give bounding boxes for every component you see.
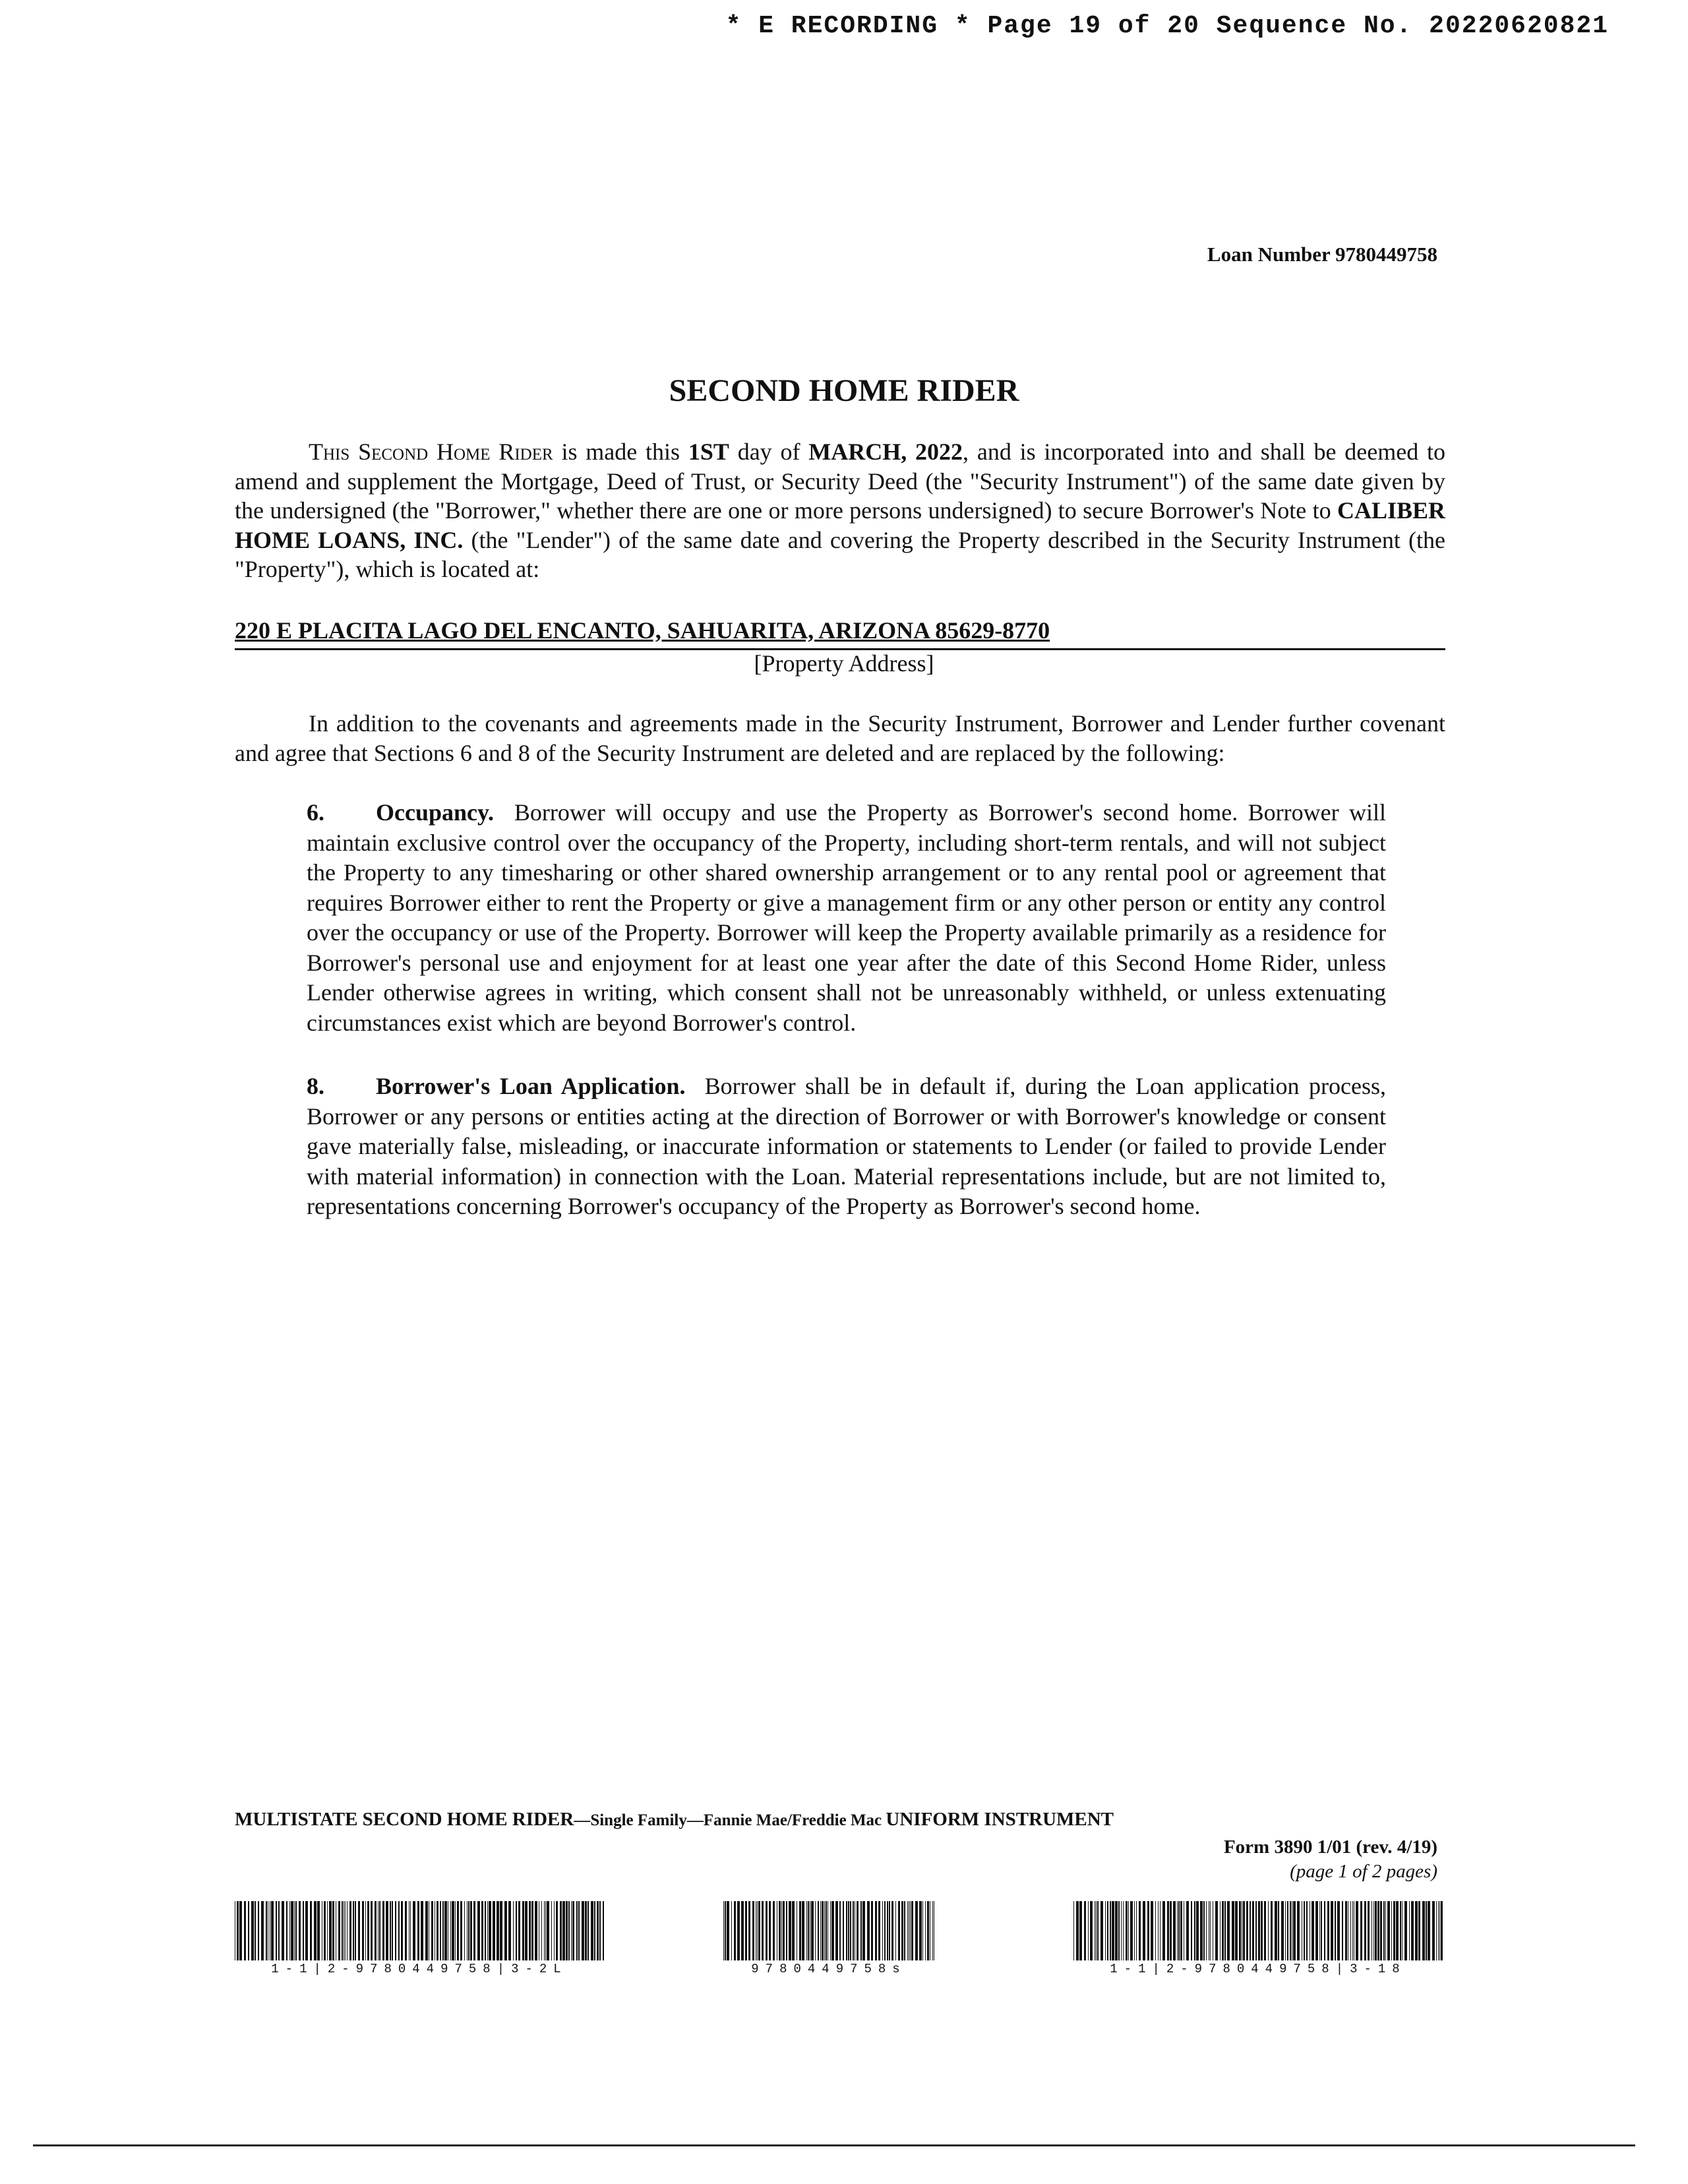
property-address: 220 E PLACITA LAGO DEL ENCANTO, SAHUARITA, ARIZONA 85629-8770 — [235, 617, 1445, 650]
section-text: Borrower will occupy and use the Property as Borrower's second home. Borrower will maintain exclusive control over the occupancy of the Property, including short-term rentals, and will not subject the Property to any timesharing or other shared ownership arrangement or to any rental pool or agreement that requires Borrower either to rent the Property or give a management firm or any other person or entity any control over the occupancy or use of the Property. Borrower will keep the Property available primarily as a residence for Borrower's personal use and enjoyment for at least one year after the date of this Second Home Rider, unless Lender otherwise agrees in writing, which consent shall not be unreasonably withheld, or unless extenuating circumstances exist which are beyond Borrower's control. — [307, 799, 1386, 1036]
recording-stamp: * E RECORDING * Page 19 of 20 Sequence No. 20220620821 — [725, 12, 1609, 40]
barcode-text: 1-1|2-9780449758|3-2L — [271, 1962, 568, 1976]
barcode-left — [235, 1901, 604, 1976]
lender-name: CALIBER HOME LOANS, INC. — [235, 497, 1445, 553]
barcode-text: 1-1|2-9780449758|3-18 — [1110, 1962, 1406, 1976]
instrument-title: MULTISTATE SECOND HOME RIDER — [235, 1809, 574, 1830]
loan-number: Loan Number 9780449758 — [1207, 243, 1437, 266]
form-id: Form 3890 1/01 (rev. 4/19) — [1223, 1836, 1437, 1858]
intro-month-year: MARCH, 2022 — [808, 439, 963, 465]
intro-paragraph — [235, 437, 1445, 584]
barcode-right — [1073, 1901, 1443, 1976]
intro-part1: is made this — [553, 439, 688, 465]
section-heading: Occupancy. — [376, 799, 495, 826]
intro-lead: This Second Home Rider — [309, 439, 553, 465]
intro-part3: , and is incorporated into and shall be deemed to amend and supplement the Mortgage, Deed of Trust, or Security Deed (the "Security Instrument") of the same date given by the undersigned (the "Borrower," whether there are one or more persons undersigned) to secure Borrower's Note to — [235, 439, 1446, 524]
section-occupancy — [307, 798, 1386, 1038]
barcode-middle — [723, 1901, 934, 1976]
instrument-subtitle: —Single Family—Fannie Mae/Freddie Mac — [574, 1811, 886, 1829]
barcode-text: 9780449758s — [751, 1962, 907, 1976]
section-text: Borrower shall be in default if, during the Loan application process, Borrower or any persons or entities acting at the direction of Borrower or with Borrower's knowledge or consent gave materially false, misleading, or inaccurate information or statements to Lender (or failed to provide Lender with material information) in connection with the Loan. Material representations include, but are not limited to, representations concerning Borrower's occupancy of the Property as Borrower's second home. — [307, 1073, 1387, 1219]
intro-part2: day of — [729, 439, 809, 465]
footer-instrument-title — [235, 1809, 1114, 1831]
bottom-rule — [33, 2144, 1635, 2146]
instrument-suffix: UNIFORM INSTRUMENT — [886, 1809, 1114, 1830]
page-of: (page 1 of 2 pages) — [1290, 1861, 1437, 1882]
section-loan-application — [307, 1072, 1386, 1222]
intro-part4: (the "Lender") of the same date and covering the Property described in the Security Instrument (the "Property"), which is located at: — [235, 526, 1445, 582]
covenants-intro — [235, 709, 1445, 768]
barcode-bars — [1073, 1901, 1443, 1960]
covenants-intro-text: In addition to the covenants and agreements made in the Security Instrument, Borrower and Lender further covenant and agree that Sections 6 and 8 of the Security Instrument are deleted and are replaced by the following: — [235, 710, 1445, 766]
section-number: 8. — [307, 1073, 324, 1099]
section-heading: Borrower's Loan Application. — [376, 1073, 686, 1099]
intro-day: 1ST — [688, 439, 729, 465]
barcode-bars — [723, 1901, 934, 1960]
section-number: 6. — [307, 799, 324, 826]
barcode-bars — [235, 1901, 604, 1960]
document-title: SECOND HOME RIDER — [669, 373, 1019, 408]
property-address-caption: [Property Address] — [754, 650, 934, 677]
